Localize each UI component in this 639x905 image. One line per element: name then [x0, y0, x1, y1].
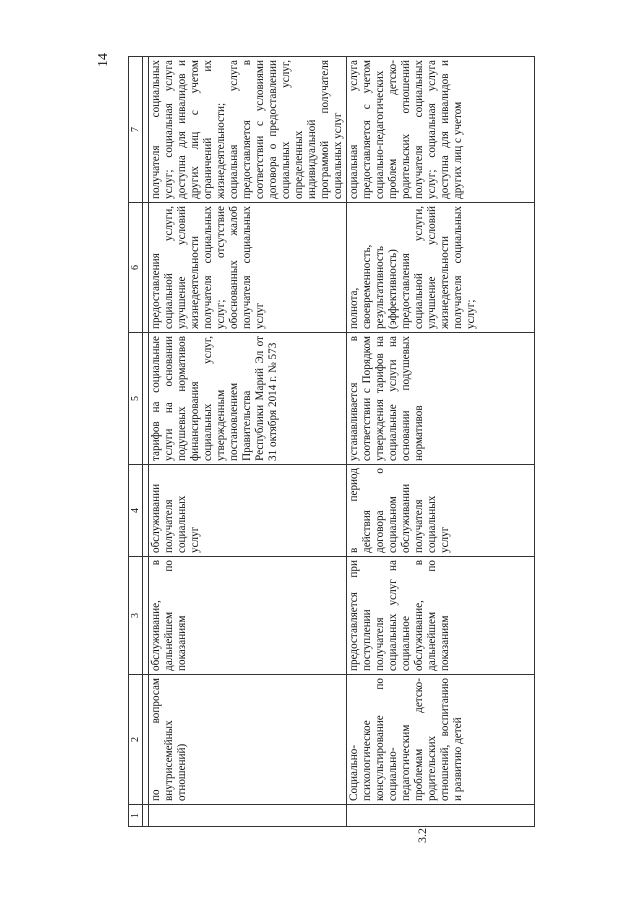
table-cell-number	[149, 805, 347, 827]
cell-text: тарифов на социальные услуги на основании подушевых нормативов финансирования социальных услуг, утвержденным постановлением Правительства Республики Марий Эл от 31 октября 2014 г. № 573	[150, 336, 279, 461]
cell-text: Социально-психологическое консультирование по социально-педагогическим проблемам детско-родительских отношений, воспитанию и развитию детей	[348, 678, 464, 801]
table-row	[347, 57, 535, 827]
cell-text: обслуживании получателя социальных услуг	[150, 483, 201, 553]
header-row	[129, 57, 143, 827]
cell-text: социальная услуга предоставляется с учетом социально-педагогических проблем детско-родительских отношений получателя социальных услуг; социальная услуга доступна для инвалидов и других лиц с учетом	[348, 60, 464, 199]
cell-text: предоставляется при поступлении получателя социальных услуг на социальное обслуживание, в дальнейшем по показаниям	[348, 560, 451, 671]
table-cell-quality	[149, 203, 347, 333]
cell-text: предоставления социальной услуги, улучшение условий жизнедеятельности получателя социальных услуг; отсутствие обоснованных жалоб получателя социальных услуг	[150, 206, 266, 329]
cell-text: обслуживание, в дальнейшем по показаниям	[150, 560, 188, 671]
cell-text: в период действия договора о социальном обслуживании получателя социальных услуг	[348, 468, 451, 553]
table-cell-period	[347, 465, 535, 557]
cell-text: полнота, своевременность, результативность (эффективность) предоставления социальной услуги, улучшение условий жизнедеятельности получателя социальных услуг;	[348, 206, 477, 329]
table-cell-number	[347, 805, 535, 827]
cell-text: по вопросам внутрисемейных отношений)	[150, 678, 188, 801]
header-cell-6: 6	[129, 203, 143, 333]
header-cell-2: 2	[129, 675, 143, 805]
table-cell-service	[347, 675, 535, 805]
table-cell-period	[149, 465, 347, 557]
header-cell-7: 7	[129, 57, 143, 203]
header-cell-1: 1	[129, 805, 143, 827]
table-cell-conditions	[347, 57, 535, 203]
page-number: 14	[96, 53, 111, 67]
table-cell-service	[149, 675, 347, 805]
header-cell-4: 4	[129, 465, 143, 557]
table-cell-procedure	[347, 557, 535, 675]
header-cell-5: 5	[129, 333, 143, 465]
table-cell-conditions	[149, 57, 347, 203]
table-row	[149, 57, 347, 827]
cell-text: получателя социальных услуг; социальная услуга доступна для инвалидов и других лиц с учетом ограничений их жизнедеятельности; социальная услуга предоставляется в соответствии с условиями договора о предоставлении социальных услуг, определенных индивидуальной программой получателя социальных услуг	[150, 60, 344, 199]
header-cell-3: 3	[129, 557, 143, 675]
table-cell-quality	[347, 203, 535, 333]
table-cell-procedure	[149, 557, 347, 675]
services-table	[128, 56, 535, 827]
table-cell-tariff	[149, 333, 347, 465]
row-number: 3.2.	[415, 825, 429, 843]
table-cell-tariff	[347, 333, 535, 465]
cell-text: устанавливается в соответствии с Порядком утверждения тарифов на социальные услуги на основании подушевых нормативов	[348, 336, 425, 461]
